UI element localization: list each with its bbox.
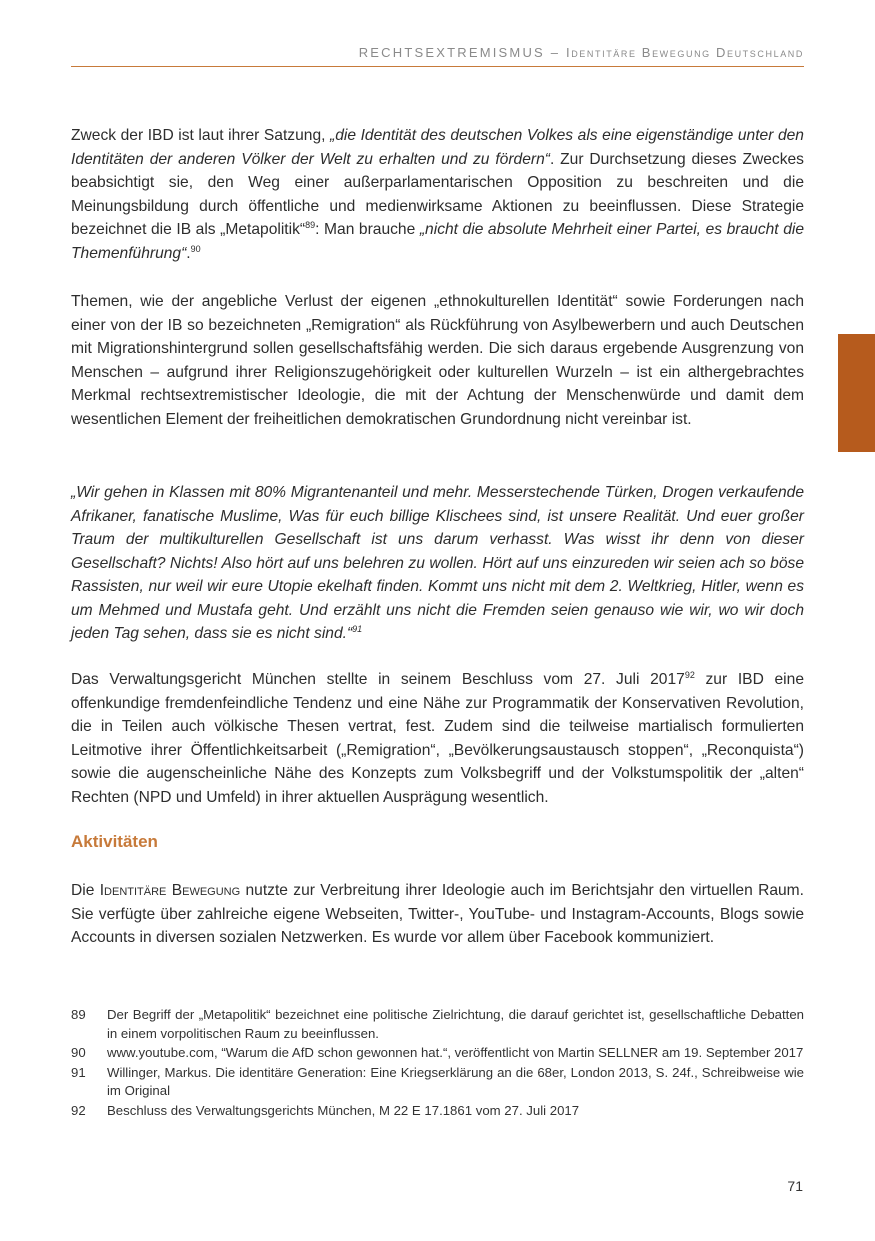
footnote-ref-90: 90 (190, 243, 201, 254)
footnote-ref-91: 91 (352, 623, 363, 634)
footnotes (71, 1006, 804, 1121)
header-title: RECHTSEXTREMISMUS – Identitäre Bewegung Deutschland (358, 45, 804, 60)
running-header (71, 40, 804, 67)
footnote-item: 89 Der Begriff der „Metapolitik“ bezeichnet eine politische Zielrichtung, die darauf gerichtet ist, gesellschaftliche Debatten in einem vorpolitischen Raum zu beeinflussen. (71, 1007, 804, 1041)
paragraph-4: Die Identitäre Bewegung nutzte zur Verbreitung ihrer Ideologie auch im Berichtsjahr den virtuellen Raum. Sie verfügte über zahlreiche eigene Webseiten, Twitter-, YouTube- und Instagram-Accounts, Blogs sowie Accounts in diversen sozialen Netzwerken. Es wurde vor allem über Facebook kommuniziert. (71, 882, 804, 946)
footnote-ref-89: 89 (305, 219, 316, 230)
footnote-item: 91 Willinger, Markus. Die identitäre Generation: Eine Kriegserklärung an die 68er, London 2013, S. 24f., Schreibweise wie im Original (71, 1064, 804, 1098)
page-number: 71 (787, 1178, 803, 1194)
footnote-ref-92: 92 (684, 669, 695, 680)
paragraph-2: Themen, wie der angebliche Verlust der eigenen „ethnokulturellen Identität“ sowie Forderungen nach einer von der IB so bezeichneten „Remigration“ als Rückführung von Asylbewerbern und auch Deutschen mit Migrationshintergrund sollen gesellschaftsfähig werden. Die sich daraus ergebende Ausgrenzung von Menschen – aufgrund ihrer Religionszugehörigkeit oder kulturellen Wurzeln – ist ein althergebrachtes Merkmal rechtsextremistischer Ideologie, die mit der Achtung der Menschenwürde und damit dem wesentlichen Element der freiheitlichen demokratischen Grundordnung nicht vereinbar ist. (71, 293, 804, 428)
paragraph-3: Das Verwaltungsgericht München stellte in seinem Beschluss vom 27. Juli 2017$^{92}$ zur IBD eine offenkundige fremdenfeindliche Tendenz und eine Nähe zur Programmatik der Konservativen Revolution, die in Teilen auch völkische Thesen vertrat, fest. Zudem sind die teilweise martialisch formulierten Leitmotive ihrer Öffentlichkeitsarbeit („Remigration“, „Bevölkerungsaustausch stoppen“, „Reconquista“) sowie die augenscheinliche Nähe des Konzepts zum Volksbegriff und der Volkstumspolitik der „alten“ Rechten (NPD und Umfeld) in ihrer aktuellen Ausprägung wesentlich. (71, 669, 804, 806)
footnote-item: 90 www.youtube.com, “Warum die AfD schon gewonnen hat.“, veröffentlicht von Martin SELLNER am 19. September 2017 (71, 1045, 804, 1060)
quote-paragraph: „Wir gehen in Klassen mit 80% Migrantenanteil und mehr. Messerstechende Türken, Drogen verkaufende Afrikaner, fanatische Muslime, Was für euch billige Klischees sind, ist unsere Realität. Und euer großer Traum der multikulturellen Gesellschaft ist uns darum verhasst. Was wisst ihr denn von dieser Gesellschaft? Nichts! Also hört auf uns belehren zu wollen. Hört auf uns einzureden wir seien ach so böse Rassisten, nur weil wir eure Utopie ekelhaft finden. Kommt uns nicht mit dem 2. Weltkrieg, Hitler, wenn es um Mehmed und Mustafa geht. Und erzählt uns nicht die Fremden seien genauso wie wir, wo wir doch jeden Tag sehen, dass sie es nicht sind.“$^{91}$ (71, 484, 804, 642)
footnote-item: 92 Beschluss des Verwaltungsgerichts München, M 22 E 17.1861 vom 27. Juli 2017 (71, 1102, 580, 1118)
paragraph-1: Zweck der IBD ist laut ihrer Satzung, „die Identität des deutschen Volkes als eine eigenständige unter den Identitäten der anderen Völker der Welt zu erhalten und zu fördern“. Zur Durchsetzung dieses Zweckes beabsichtigt sie, den Weg einer außerparlamentarischen Opposition zu beschreiten und die Meinungsbildung durch öffentliche und medienwirksame Aktionen zu beeinflussen. Diese Strategie bezeichnet die IB als „Metapolitik“$^{89}$: Man brauche „nicht die absolute Mehrheit einer Partei, es braucht die Themenführung“.$^{90}$ (71, 127, 805, 262)
header-subtitle: Identitäre Bewegung Deutschland (565, 45, 804, 60)
section-heading: Aktivitäten (71, 832, 158, 851)
chapter-tab-marker (838, 334, 875, 452)
